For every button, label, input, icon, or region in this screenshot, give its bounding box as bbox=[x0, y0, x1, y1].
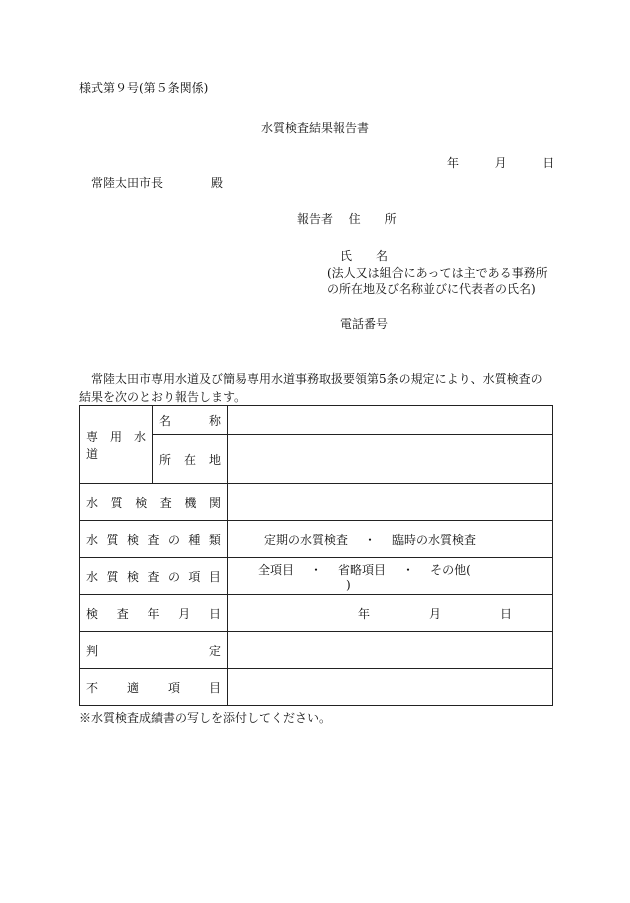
date-year: 年 bbox=[447, 156, 460, 170]
date-day: 日 bbox=[542, 156, 555, 170]
nonconforming-items-label: 不 適 項 目 bbox=[86, 680, 221, 695]
phone-label: 電話番号 bbox=[340, 317, 389, 331]
report-body-text: 常陸太田市専用水道及び簡易専用水道事務取扱要領第5条の規定により、水質検査の結果を次のとおり報告します。 bbox=[79, 372, 543, 404]
option-other[interactable]: その他( bbox=[430, 562, 471, 577]
inspection-items-label: 水 質 検 査 の 項 目 bbox=[86, 569, 221, 584]
reporter-label: 報告者 bbox=[297, 212, 334, 226]
water-supply-label: 専 用 水 道 bbox=[80, 406, 153, 484]
option-regular[interactable]: 定期の水質検査 bbox=[264, 532, 349, 547]
document-title: 水質検査結果報告書 bbox=[260, 121, 369, 135]
inspection-type-label: 水 質 検 査 の 種 類 bbox=[86, 532, 221, 547]
inspection-items-options: 全項目 ・ 省略項目 ・ その他() bbox=[228, 558, 553, 595]
address-label: 住 所 bbox=[348, 212, 397, 226]
location-field-value[interactable] bbox=[228, 435, 553, 484]
inspection-date-label: 検 査 年 月 日 bbox=[86, 606, 221, 621]
judgment-label: 判 定 bbox=[86, 643, 221, 658]
corporate-note-line-2: の所在地及び名称並びに代表者の氏名) bbox=[327, 282, 536, 296]
name-field-label: 名 称 bbox=[159, 413, 221, 428]
nonconforming-items-value[interactable] bbox=[228, 669, 553, 706]
location-field-label: 所 在 地 bbox=[159, 452, 221, 467]
option-all-items[interactable]: 全項目 bbox=[258, 562, 295, 577]
date-month: 月 bbox=[494, 156, 507, 170]
agency-value[interactable] bbox=[228, 484, 553, 521]
footnote: ※水質検査成績書の写しを添付してください。 bbox=[79, 711, 332, 725]
agency-label: 水 質 検 査 機 関 bbox=[86, 495, 221, 510]
option-abbreviated[interactable]: 省略項目 bbox=[338, 562, 387, 577]
date-line bbox=[447, 157, 554, 169]
form-number-label: 様式第９号(第５条関係) bbox=[79, 81, 209, 95]
reporter-address-line bbox=[297, 213, 397, 225]
judgment-value[interactable] bbox=[228, 632, 553, 669]
inspection-type-options: 定期の水質検査 ・ 臨時の水質検査 bbox=[228, 521, 553, 558]
name-field-value[interactable] bbox=[228, 406, 553, 435]
report-table bbox=[79, 405, 553, 706]
name-label: 氏 名 bbox=[340, 249, 389, 263]
option-temporary[interactable]: 臨時の水質検査 bbox=[392, 532, 477, 547]
corporate-note bbox=[327, 265, 567, 297]
inspection-date-value[interactable]: 年 月 日 bbox=[358, 606, 512, 621]
addressee: 常陸太田市長 殿 bbox=[91, 176, 224, 190]
corporate-note-line-1: (法人又は組合にあっては主である事務所 bbox=[327, 266, 548, 280]
